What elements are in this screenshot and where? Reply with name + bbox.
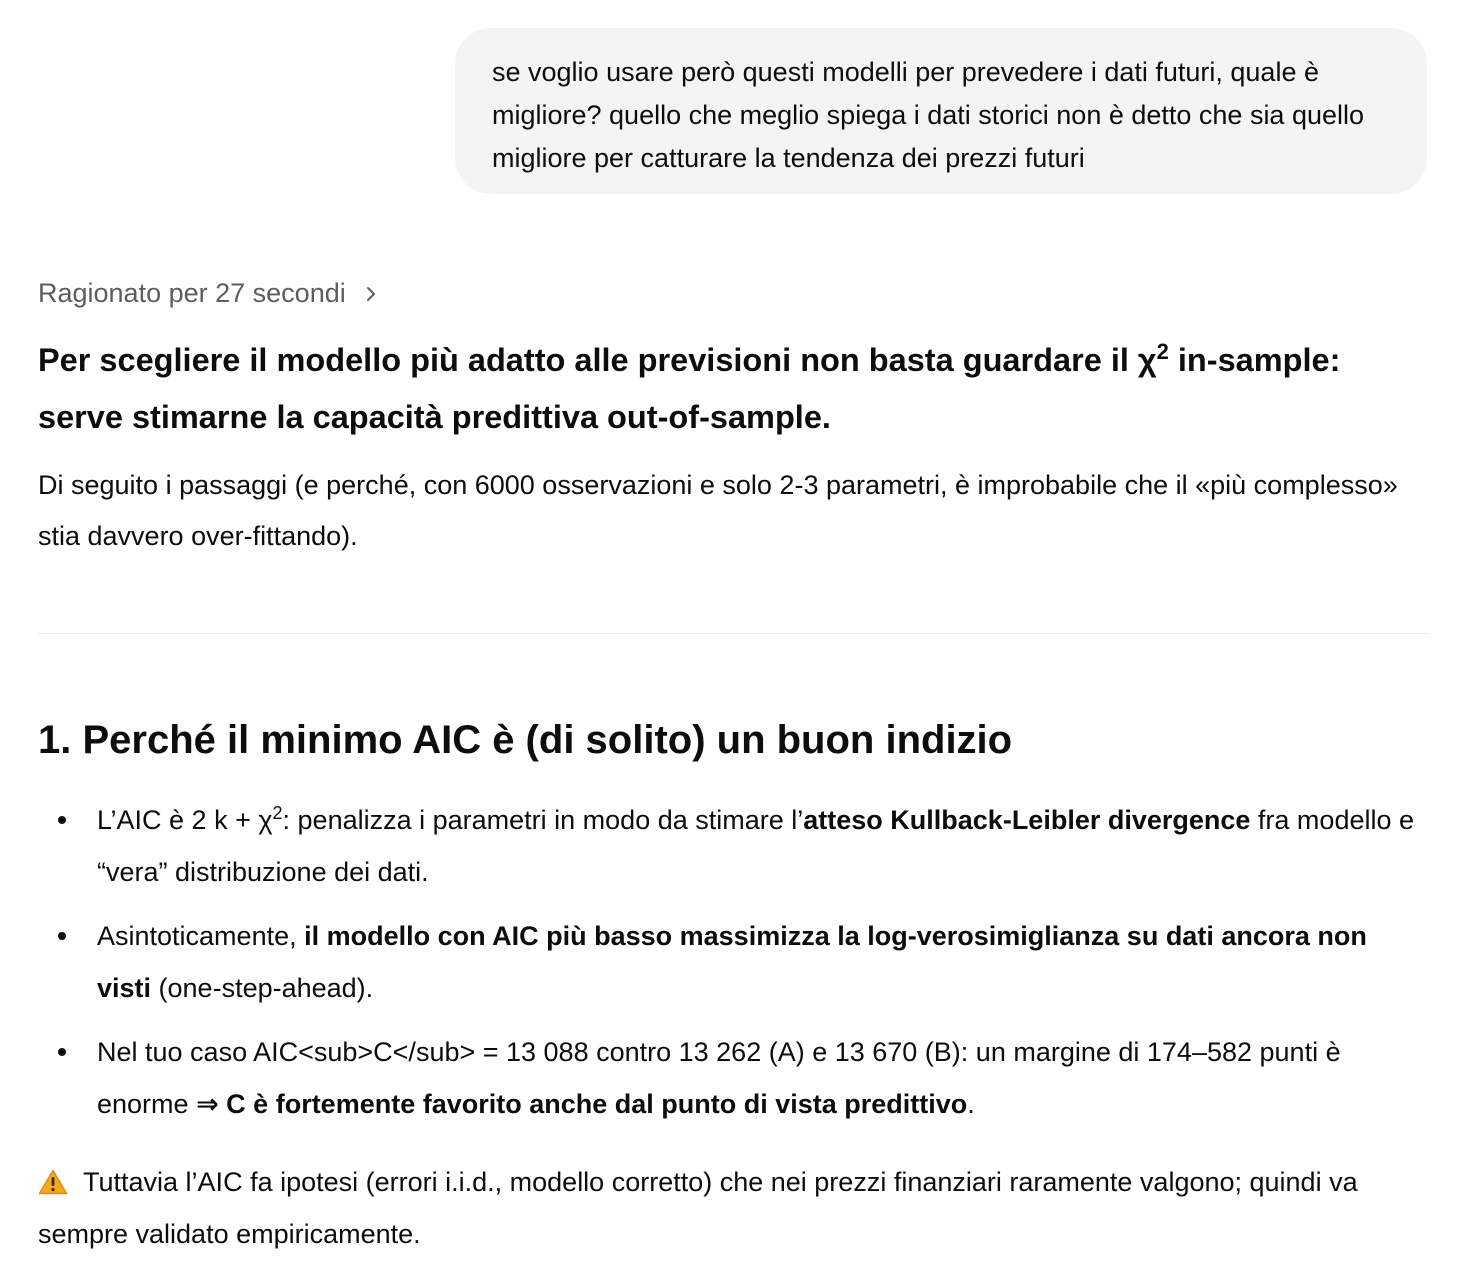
reasoning-toggle[interactable] [38,278,380,309]
user-message-text: se voglio usare però questi modelli per prevedere i dati futuri, quale è migliore? quello che meglio spiega i dati storici non è detto che sia quello migliore per catturare la tendenza dei prezzi futuri [492,57,1365,173]
bullet-superscript: 2 [272,803,283,823]
bullet-bold: ⇒ C è fortemente favorito anche dal punto di vista predittivo [196,1089,968,1119]
intro-heading-text: in-sample: serve stimarne la [38,342,1341,435]
intro-heading-text: . [821,399,831,435]
bullet-text: : penalizza i parametri in modo da stimare l’ [282,805,804,835]
bullet-bold: il modello con AIC più basso massimizza la log-verosimiglianza su dati ancora non visti [97,921,1367,1003]
warning-text: Tuttavia l’AIC fa ipotesi (errori i.i.d., modello corretto) che nei prezzi finanziari raramente valgono; quindi va sempre validato empiricamente. [38,1167,1358,1249]
bullet-bold: atteso Kullback-Leibler divergence [803,805,1251,835]
intro-heading-text: non basta guardare il χ [791,342,1157,378]
list-item [38,794,1428,898]
warning-paragraph [38,1156,1428,1260]
list-item [38,910,1428,1014]
intro-heading-superscript: 2 [1156,339,1169,365]
bullet-text: fra modello e “vera” distribuzione dei dati. [97,805,1415,887]
intro-heading-bold: capacità predittiva out-of-sample [312,399,822,435]
bullet-text: (one-step-ahead). [151,973,374,1003]
intro-heading-bold: più adatto alle previsioni [410,342,792,378]
chevron-right-icon [362,285,380,303]
bullet-dot [58,816,66,824]
bullet-text: L’AIC è 2 k + χ [97,805,273,835]
answer-intro-heading [38,332,1428,446]
section-heading: 1. Perché il minimo AIC è (di solito) un buon indizio [38,718,1013,762]
bullet-dot [58,1048,66,1056]
user-message-bubble [455,28,1427,194]
bullet-text: Asintoticamente, [97,921,305,951]
bullet-text: . [967,1089,975,1119]
reasoning-label: Ragionato per 27 secondi [38,278,346,308]
bullet-dot [58,932,66,940]
warning-icon [38,1169,68,1195]
bullet-text: Nel tuo caso AIC<sub>C</sub> = 13 088 contro 13 262 (A) e 13 670 (B): un margine di 174–582 punti è enorme [97,1037,1341,1119]
list-item [38,1026,1428,1130]
intro-heading-text: Per scegliere il modello [38,342,411,378]
section-divider [38,633,1428,634]
answer-intro-paragraph: Di seguito i passaggi (e perché, con 6000 osservazioni e solo 2-3 parametri, è improbabile che il «più complesso» stia davvero over-fittando). [38,470,1398,551]
bullet-list [38,794,1428,1142]
